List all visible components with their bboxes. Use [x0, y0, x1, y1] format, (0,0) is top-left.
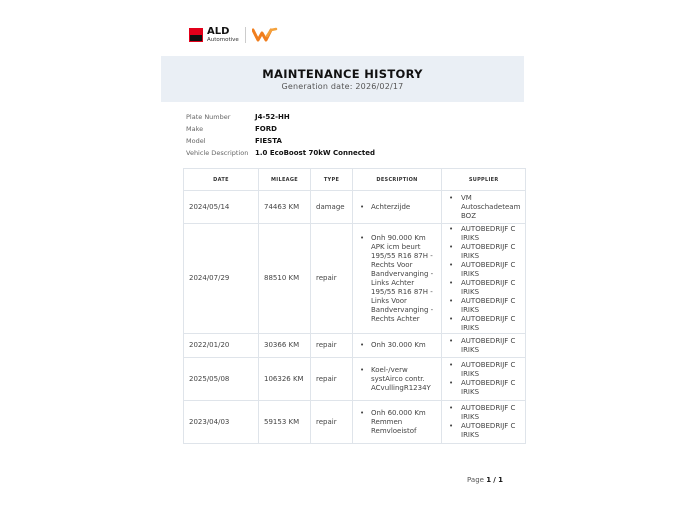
- header-logos: [189, 26, 278, 44]
- supplier-item: • AUTOBEDRIJF C IRIKS: [447, 279, 520, 297]
- page-label: Page: [467, 476, 484, 484]
- info-row-plate: [186, 111, 375, 123]
- info-label: Plate Number: [186, 113, 231, 121]
- supplier-item: • AUTOBEDRIJF C IRIKS: [447, 243, 520, 261]
- cell-type: damage: [311, 191, 353, 224]
- logo-sub: Automotive: [207, 36, 239, 43]
- ald-logo-text: [207, 27, 239, 44]
- info-value: FIESTA: [255, 137, 282, 145]
- cell-mileage: 106326 KM: [259, 358, 311, 401]
- info-row-model: [186, 135, 375, 147]
- supplier-item: • AUTOBEDRIJF C IRIKS: [447, 225, 520, 243]
- partner-logo-icon: [252, 27, 278, 43]
- cell-supplier: [442, 401, 526, 444]
- table-row: [184, 334, 526, 358]
- supplier-item: • AUTOBEDRIJF C IRIKS: [447, 315, 520, 333]
- description-list: [358, 366, 436, 393]
- col-header-supplier: SUPPLIER: [442, 169, 526, 191]
- supplier-item: • AUTOBEDRIJF C IRIKS: [447, 261, 520, 279]
- cell-date: 2022/01/20: [184, 334, 259, 358]
- logo-brand: ALD: [207, 25, 230, 37]
- description-item: • Koel-/verw systAirco contr. ACvullingR1234Y: [358, 366, 436, 393]
- supplier-list: [447, 194, 520, 221]
- supplier-list: [447, 337, 520, 355]
- cell-supplier: [442, 224, 526, 334]
- col-header-date: DATE: [184, 169, 259, 191]
- cell-mileage: 88510 KM: [259, 224, 311, 334]
- cell-description: [353, 358, 442, 401]
- description-list: [358, 234, 436, 324]
- info-label: Vehicle Description: [186, 149, 249, 157]
- info-label: Model: [186, 137, 206, 145]
- col-header-mileage: MILEAGE: [259, 169, 311, 191]
- generation-date: Generation date: 2026/02/17: [281, 82, 404, 91]
- title-banner: [161, 56, 524, 102]
- info-value: 1.0 EcoBoost 70kW Connected: [255, 149, 375, 157]
- supplier-item: • AUTOBEDRIJF C IRIKS: [447, 361, 520, 379]
- page-indicator: Page 1 / 1: [467, 476, 503, 484]
- vehicle-info: [186, 111, 375, 159]
- logo-divider: [245, 27, 246, 43]
- page-total: 1: [498, 476, 503, 484]
- cell-mileage: 30366 KM: [259, 334, 311, 358]
- supplier-list: [447, 404, 520, 440]
- supplier-list: [447, 361, 520, 397]
- page-current: 1: [486, 476, 492, 484]
- cell-type: repair: [311, 334, 353, 358]
- cell-type: repair: [311, 401, 353, 444]
- table-row: [184, 191, 526, 224]
- cell-supplier: [442, 191, 526, 224]
- info-row-description: [186, 147, 375, 159]
- table-row: [184, 224, 526, 334]
- table-header-row: [184, 169, 526, 191]
- description-list: [358, 409, 436, 436]
- cell-date: 2024/07/29: [184, 224, 259, 334]
- cell-supplier: [442, 334, 526, 358]
- description-item: • Onh 90.000 Km APK icm beurt 195/55 R16 87H - Rechts Voor Bandvervanging - Links Achter 195/55 R16 87H - Links Voor Bandvervanging - Rechts Achter: [358, 234, 436, 324]
- cell-description: [353, 334, 442, 358]
- info-label: Make: [186, 125, 204, 133]
- table-row: [184, 401, 526, 444]
- cell-description: [353, 191, 442, 224]
- col-header-type: TYPE: [311, 169, 353, 191]
- page-title: MAINTENANCE HISTORY: [262, 67, 423, 81]
- supplier-list: [447, 225, 520, 333]
- description-list: [358, 341, 436, 350]
- info-value: FORD: [255, 125, 277, 133]
- supplier-item: • AUTOBEDRIJF C IRIKS: [447, 379, 520, 397]
- cell-mileage: 59153 KM: [259, 401, 311, 444]
- supplier-item: • AUTOBEDRIJF C IRIKS: [447, 337, 520, 355]
- table-row: [184, 358, 526, 401]
- ald-logo-icon: [189, 28, 203, 42]
- cell-description: [353, 224, 442, 334]
- supplier-item: • AUTOBEDRIJF C IRIKS: [447, 404, 520, 422]
- description-list: [358, 203, 436, 212]
- table-body: [184, 191, 526, 444]
- cell-type: repair: [311, 224, 353, 334]
- description-item: • Achterzijde: [358, 203, 436, 212]
- cell-description: [353, 401, 442, 444]
- maintenance-table: [183, 168, 526, 444]
- cell-date: 2025/05/08: [184, 358, 259, 401]
- cell-date: 2023/04/03: [184, 401, 259, 444]
- cell-supplier: [442, 358, 526, 401]
- supplier-item: • VM Autoschadeteam BOZ: [447, 194, 520, 221]
- description-item: • Onh 30.000 Km: [358, 341, 436, 350]
- cell-type: repair: [311, 358, 353, 401]
- cell-mileage: 74463 KM: [259, 191, 311, 224]
- col-header-description: DESCRIPTION: [353, 169, 442, 191]
- supplier-item: • AUTOBEDRIJF C IRIKS: [447, 297, 520, 315]
- supplier-item: • AUTOBEDRIJF C IRIKS: [447, 422, 520, 440]
- description-item: • Onh 60.000 Km Remmen Remvloeistof: [358, 409, 436, 436]
- info-value: J4-52-HH: [255, 113, 290, 121]
- info-row-make: [186, 123, 375, 135]
- cell-date: 2024/05/14: [184, 191, 259, 224]
